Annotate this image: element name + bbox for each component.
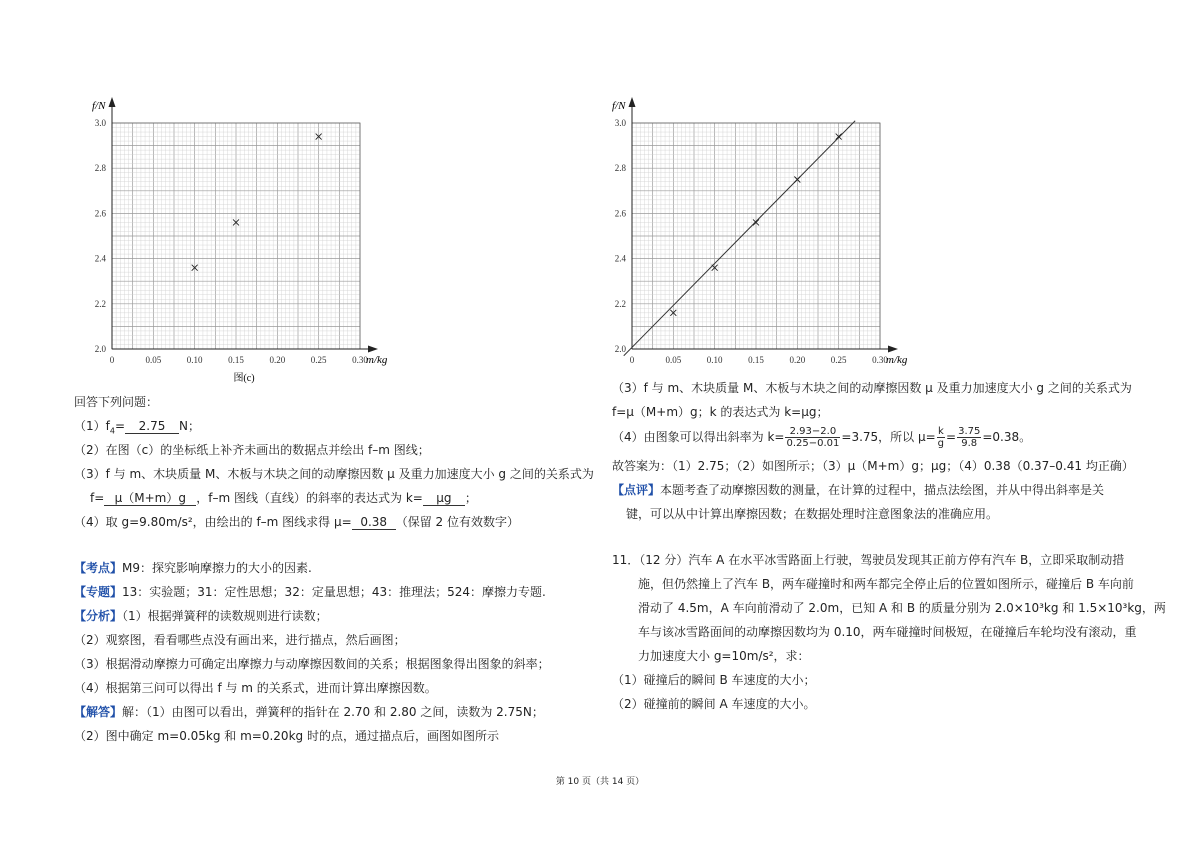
zhuanti-text: 13：实验题；31：定性思想；32：定量思想；43：推理法；524：摩擦力专题. xyxy=(122,585,546,599)
fenxi-text-1: （1）根据弹簧秤的读数规则进行读数； xyxy=(122,609,328,623)
problem-11-line-2: 施，但仍然撞上了汽车 B，两车碰撞时和两车都完全停止后的位置如图所示，碰撞后 B 车向前 xyxy=(638,577,1134,591)
x-tick-label: 0.15 xyxy=(748,355,764,365)
y-axis-label: f/N xyxy=(92,100,106,112)
q3b-answer-2: μg xyxy=(423,492,465,506)
x-tick-label: 0.10 xyxy=(706,355,723,365)
mu-fraction xyxy=(937,426,945,449)
x-tick-label: 0.25 xyxy=(830,355,847,365)
mu-denominator: g xyxy=(937,438,945,449)
fenxi-text-2: （2）观察图，看看哪些点没有画出来，进行描点，然后画图； xyxy=(74,633,406,647)
y-tick-label: 2.8 xyxy=(614,163,626,174)
q4-prefix: （4）取 g=9.80m/s²，由绘出的 f–m 图线求得 μ= xyxy=(74,515,352,529)
chart-grid xyxy=(112,123,360,349)
y-axis-arrow xyxy=(629,97,636,107)
x-axis-label: m/kg xyxy=(886,354,908,366)
zhuanti-line xyxy=(74,584,546,600)
r4-prefix: （4）由图象可以得出斜率为 k= xyxy=(612,430,785,444)
slope-denominator: 0.25−0.01 xyxy=(786,438,840,449)
q3b-end: ； xyxy=(464,491,477,505)
answer-summary: 故答案为：（1）2.75；（2）如图所示；（3）μ（M+m）g；μg；（4）0.38（0.37–0.41 均正确） xyxy=(612,459,1134,473)
q3b-mid: ，f–m 图线（直线）的斜率的表达式为 k= xyxy=(196,491,423,505)
question-3b xyxy=(90,490,477,506)
slope-numerator: 2.93−2.0 xyxy=(785,426,840,438)
x-tick-label: 0.30 xyxy=(872,355,888,365)
problem-11-q1: （1）碰撞后的瞬间 B 车速度的大小； xyxy=(612,673,816,687)
chart-axes xyxy=(629,97,899,353)
y-tick-label: 2.2 xyxy=(94,298,106,309)
r4-mid: =3.75，所以 μ= xyxy=(841,430,936,444)
chart-axes xyxy=(109,97,379,353)
x-tick-label: 0 xyxy=(109,355,115,365)
jieda-text-1: 解：（1）由图可以看出，弹簧秤的指针在 2.70 和 2.80 之间，读数为 2.75N； xyxy=(122,705,544,719)
question-3a: （3）f 与 m、木块质量 M、木板与木块之间的动摩擦因数 μ 及重力加速度大小 g 之间的关系式为 xyxy=(74,467,594,481)
x-tick-label: 0.20 xyxy=(269,355,286,365)
problem-11-line-5: 力加速度大小 g=10m/s²，求： xyxy=(638,649,810,663)
r4-end: =0.38。 xyxy=(982,430,1032,444)
y-tick-label: 2.4 xyxy=(614,253,626,264)
y-tick-label: 2.8 xyxy=(94,163,106,174)
dianping-text-2: 键，可以从中计算出摩擦因数；在数据处理时注意图象法的准确应用。 xyxy=(626,507,999,521)
mu-value-fraction xyxy=(957,426,981,449)
fenxi-line xyxy=(74,608,328,624)
x-tick-label: 0 xyxy=(629,355,635,365)
chart-caption: 图(c) xyxy=(233,373,255,384)
y-tick-label: 3.0 xyxy=(614,118,626,128)
kaodian-tag: 【考点】 xyxy=(74,561,123,575)
jieda-line xyxy=(74,704,544,720)
chart-grid xyxy=(632,123,880,349)
dianping-text-1: 本题考查了动摩擦因数的测量，在计算的过程中，描点法绘图，并从中得出斜率是关 xyxy=(660,483,1105,497)
r4-eq: = xyxy=(946,430,957,444)
right-q4 xyxy=(612,426,1031,449)
problem-11-line-1: 11．（12 分）汽车 A 在水平冰雪路面上行驶，驾驶员发现其正前方停有汽车 B，立即采取制动措 xyxy=(612,553,1125,567)
fenxi-text-3: （3）根据滑动摩擦力可确定出摩擦力与动摩擦因数间的关系；根据图象得出图象的斜率； xyxy=(74,657,550,671)
right-q3b: f=μ（M+m）g；k 的表达式为 k=μg； xyxy=(612,405,829,419)
question-2: （2）在图（c）的坐标纸上补齐未画出的数据点并绘出 f–m 图线； xyxy=(74,443,430,457)
y-tick-label: 3.0 xyxy=(94,118,106,128)
q1-prefix: （1）f xyxy=(74,419,110,433)
x-tick-label: 0.15 xyxy=(228,355,244,365)
q3b-prefix: f= xyxy=(90,491,105,505)
q3b-answer-1: μ（M+m）g xyxy=(104,492,196,506)
x-axis-label: m/kg xyxy=(366,354,388,366)
y-tick-label: 2.6 xyxy=(614,208,626,219)
chart-ticks xyxy=(95,118,369,365)
x-tick-label: 0.25 xyxy=(310,355,327,365)
y-tick-label: 2.0 xyxy=(614,344,626,354)
x-tick-label: 0.30 xyxy=(352,355,368,365)
fenxi-tag: 【分析】 xyxy=(74,609,123,623)
chart-ticks xyxy=(615,118,889,365)
problem-11-q2: （2）碰撞前的瞬间 A 车速度的大小。 xyxy=(612,697,816,711)
problem-11-line-3: 滑动了 4.5m，A 车向前滑动了 2.0m，已知 A 和 B 的质量分别为 2.0×10³kg 和 1.5×10³kg，两 xyxy=(638,601,1166,615)
question-4 xyxy=(74,514,519,530)
fenxi-text-4: （4）根据第三问可以得出 f 与 m 的关系式，进而计算出摩擦因数。 xyxy=(74,681,437,695)
q1-unit: N； xyxy=(179,419,201,433)
q4-end: （保留 2 位有效数字） xyxy=(395,515,519,529)
q4-answer: 0.38 xyxy=(352,516,396,530)
jieda-text-2: （2）图中确定 m=0.05kg 和 m=0.20kg 时的点，通过描点后，画图如图所示 xyxy=(74,729,499,743)
jieda-tag: 【解答】 xyxy=(74,705,123,719)
zhuanti-tag: 【专题】 xyxy=(74,585,123,599)
mu-value-numerator: 3.75 xyxy=(958,426,981,437)
dianping-line xyxy=(612,482,1104,498)
q1-answer: 2.75 xyxy=(125,420,179,434)
x-tick-label: 0.05 xyxy=(665,355,682,365)
slope-fraction xyxy=(785,426,840,449)
y-tick-label: 2.0 xyxy=(94,344,106,354)
y-axis-label: f/N xyxy=(612,100,626,112)
x-tick-label: 0.20 xyxy=(789,355,806,365)
chart-right xyxy=(580,88,940,388)
right-q3a: （3）f 与 m、木块质量 M、木板与木块之间的动摩擦因数 μ 及重力加速度大小 g 之间的关系式为 xyxy=(612,381,1132,395)
q1-subscript: 4 xyxy=(109,426,115,436)
x-axis-arrow xyxy=(888,346,898,353)
dianping-tag: 【点评】 xyxy=(612,483,661,497)
y-axis-arrow xyxy=(109,97,116,107)
mu-value-denominator: 9.8 xyxy=(961,438,978,449)
y-tick-label: 2.4 xyxy=(94,253,106,264)
kaodian-line xyxy=(74,560,312,576)
mu-numerator: k xyxy=(937,426,944,437)
x-axis-arrow xyxy=(368,346,378,353)
page-footer: 第 10 页（共 14 页） xyxy=(555,777,645,787)
problem-11-line-4: 车与该冰雪路面间的动摩擦因数均为 0.10，两车碰撞时间极短，在碰撞后车轮均没有滚动，重 xyxy=(638,625,1137,639)
y-tick-label: 2.6 xyxy=(94,208,106,219)
y-tick-label: 2.2 xyxy=(614,298,626,309)
chart-left xyxy=(60,88,420,388)
x-tick-label: 0.10 xyxy=(186,355,203,365)
q1-eq: = xyxy=(114,419,126,433)
kaodian-text: M9：探究影响摩擦力的大小的因素. xyxy=(122,561,312,575)
question-1 xyxy=(74,418,200,439)
x-tick-label: 0.05 xyxy=(145,355,162,365)
intro-text: 回答下列问题： xyxy=(74,395,159,409)
